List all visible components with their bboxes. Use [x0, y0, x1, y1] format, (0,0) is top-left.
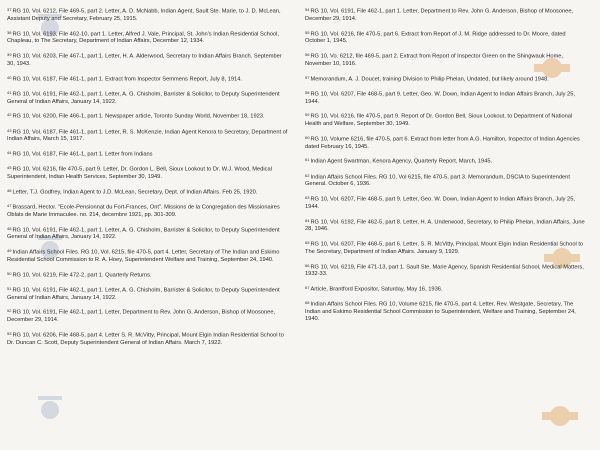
endnote: $^{58}$RG 10, Vol. 6207, File 468-5, part 9. Letter, Geo. W. Down, Indian Agent to Indian Affairs Branch, July 25, 1944. [305, 89, 575, 105]
endnote: $^{49}$Indian Affairs School Files. RG 10, Vol. 6215, file 470-5, part 4. Letter, Secretary of The Indian and Eskimo Residential School Commission to R. A. Hoey, Superintendent Welfare and Training, September 24, 1940. [7, 248, 280, 263]
endnote: $^{40}$RG 10, Vol. 6187, File 461-1, part 1. Extract from Inspector Semmens Report, July 8, 1914. [7, 74, 242, 82]
endnote: $^{62}$Indian Affairs School Files. RG 10, Vol 6215, file 470-5, part 3. Memorandum, DSCIA to Superintendent General. October 6, 1936. [305, 172, 570, 188]
left-column [7, 6, 289, 352]
right-column [305, 6, 587, 329]
endnote: $^{67}$Article, Brantford Expositor, Saturday, May 16, 1936. [305, 285, 443, 293]
endnote: $^{44}$RG 10, Vol. 6187, File 461-1, part 1. Letter from Indians [7, 150, 153, 158]
endnote: $^{68}$Indian Affairs School Files. RG 10, Volume 6215, file 470-5, part 4. Letter, Rev. Westgate, Secretary, The Indian and Eskimo Residential School Commission to Superintendent, Welfare and Training, September 24, 1940. [305, 300, 576, 323]
endnote: $^{50}$RG 10, Vol. 6219, File 472-2, part 1. Quarterly Returns. [7, 270, 152, 279]
endnote: $^{64}$RG 10, Vol. 6192, File 462-5, part 8. Letter, H. A. Underwood, Secretary, to Philip Phelan, Indian Affairs, June 28, 1946. [305, 217, 585, 233]
endnote: $^{38}$RG 10, Vol. 6193, File 462-10, part 1. Letter, Alfred J. Vale, Principal, St. John's Indian Residential School, Chapleau, to The Secretary, Department of Indian Affairs, December 12, 1934. [7, 29, 279, 45]
endnote: $^{51}$RG 10, Vol. 6191, File 462-1, part 1. Letter, A. G. Chisholm, Barrister & Solicitor, to Deputy Superintendent General of Indian Affairs, January 14, 1922. [7, 285, 280, 301]
endnote: $^{37}$RG 10, Vol. 6212, File 469-5, part 2. Letter, A. D. McNabb, Indian Agent, Sault Ste. Marie, to J. D. McLean, Assistant Deputy and Secretary, February 25, 1915. [7, 7, 281, 22]
endnote: $^{60}$RG 10, Volume 6216, file 470-5, part 6. Extract from letter from A.G. Hamilton, Inspector of Indian Agencies dated February 16, 1945. [305, 134, 580, 150]
endnote: $^{46}$Letter, T.J. Godfrey, Indian Agent to J.D. McLean, Secretary, Dept. of Indian Affairs. Feb 25, 1920. [7, 187, 258, 196]
endnote: $^{66}$RG 10, Vol. 6219, File 471-13, part 1. Sault Ste. Marie Agency, Spanish Residential School, Medical Matters, 1932-33. [305, 262, 584, 278]
endnote: $^{54}$RG 10, Vol. 6191, File 462-1, part 1. Letter, Department to Rev. John G. Anderson, Bishop of Moosonee, December 29, 1914. [305, 7, 574, 22]
endnote: $^{39}$RG 10, Vol. 6203, File 467-1, part 1. Letter, H. A. Alderwood, Secretary to Indian Affairs Branch. September 30, 1943. [7, 52, 282, 67]
endnote: $^{48}$RG 10, Vol. 6191, File 462-1, part 1. Letter, A. G. Chisholm, Barrister & Solicitor, to Deputy Superintendent General of Indian Affairs, January 14, 1922. [7, 225, 280, 241]
watermark-emblem [30, 392, 70, 426]
endnote: $^{55}$RG 10, Vol. 6216, file 470-5, part 6. Extract from Report of J. M. Ridge addressed to Dr. Moore, dated October 1, 1945. [305, 29, 566, 45]
watermark-emblem [538, 396, 582, 436]
endnote: $^{56}$RG 10, Vo. 6212, file 469-5, part 2. Extract from Report of Inspector Green on the Shingwauk Home, November 10, 1916. [305, 52, 564, 67]
endnote: $^{63}$RG 10, Vol. 6207, File 468-5, part 9. Letter, Geo. W. Down, Indian Agent to Indian Affairs Branch, July 25, 1944. [305, 195, 575, 210]
endnote: $^{59}$RG 10, Vol. 6216, file 470-5, part 9. Report of Dr. Gordon Bell, Sioux Lookout, to Department of National Health and Welfare, September 30, 1949. [305, 112, 573, 127]
endnote: $^{45}$RG 10, Vol. 6216, file 470-5, part 9. Letter, Dr. Gordon L. Bell, Sioux Lookout to Dr. W.J. Wood, Medical Superintendent, Indian Health Services, September 30, 1949. [7, 165, 272, 181]
endnote: $^{43}$RG 10, Vol. 6187, File 461-1, part 1. Letter, R. S. McKenzie, Indian Agent Kenora to Secretary, Department of Indian Affairs, March 15, 1917. [7, 127, 288, 143]
endnote: $^{47}$Brassard, Hector. "Ecole-Pensionnat du Fort-Frances, Ont". Missions de la Congregation des Missionaires Oblats de Marie Immaculee. no. 214, decembre 1921, pp. 301-309. [7, 203, 280, 218]
endnote: $^{61}$Indian Agent Swartman, Kenora Agency, Quarterly Report, March, 1945. [305, 157, 493, 165]
endnote: $^{53}$RG 10, Vol. 6206, File 468-5, part 4. Letter S. R. McVitty, Principal, Mount Elgin Indian Residential School to Dr. Duncan C. Scott, Deputy Superintendent General of Indian Affairs. March 7, 1922. [7, 330, 284, 346]
endnote: $^{41}$RG 10, Vol. 6191, File 462-1, part 1. Letter, A. G. Chisholm, Barrister & Solicitor, to Deputy Superintendent General of Indian Affairs, January 14, 1922. [7, 89, 280, 105]
endnote: $^{57}$Memorandum, A. J. Doucet, training Division to Philip Phelan, Undated, but likely around 1948. [305, 74, 549, 82]
endnote: $^{52}$RG 10, Vol. 6191, File 462-1, part 1. Letter, Department to Rev. John G. Anderson, Bishop of Moosonee, December 29, 1914. [7, 308, 276, 324]
endnote: $^{65}$RG 10, Vol. 6207, File 468-5, part 6. Letter, S. R. McVitty, Principal, Mount Elgin Indian Residential School to The Secretary, Department of Indian Affairs. January 9, 1929. [305, 240, 584, 255]
endnote: $^{42}$RG 10, Vol. 6200, File 466-1, part 1. Newspaper article, Toronto Sunday World, November 18, 1923. [7, 112, 265, 120]
